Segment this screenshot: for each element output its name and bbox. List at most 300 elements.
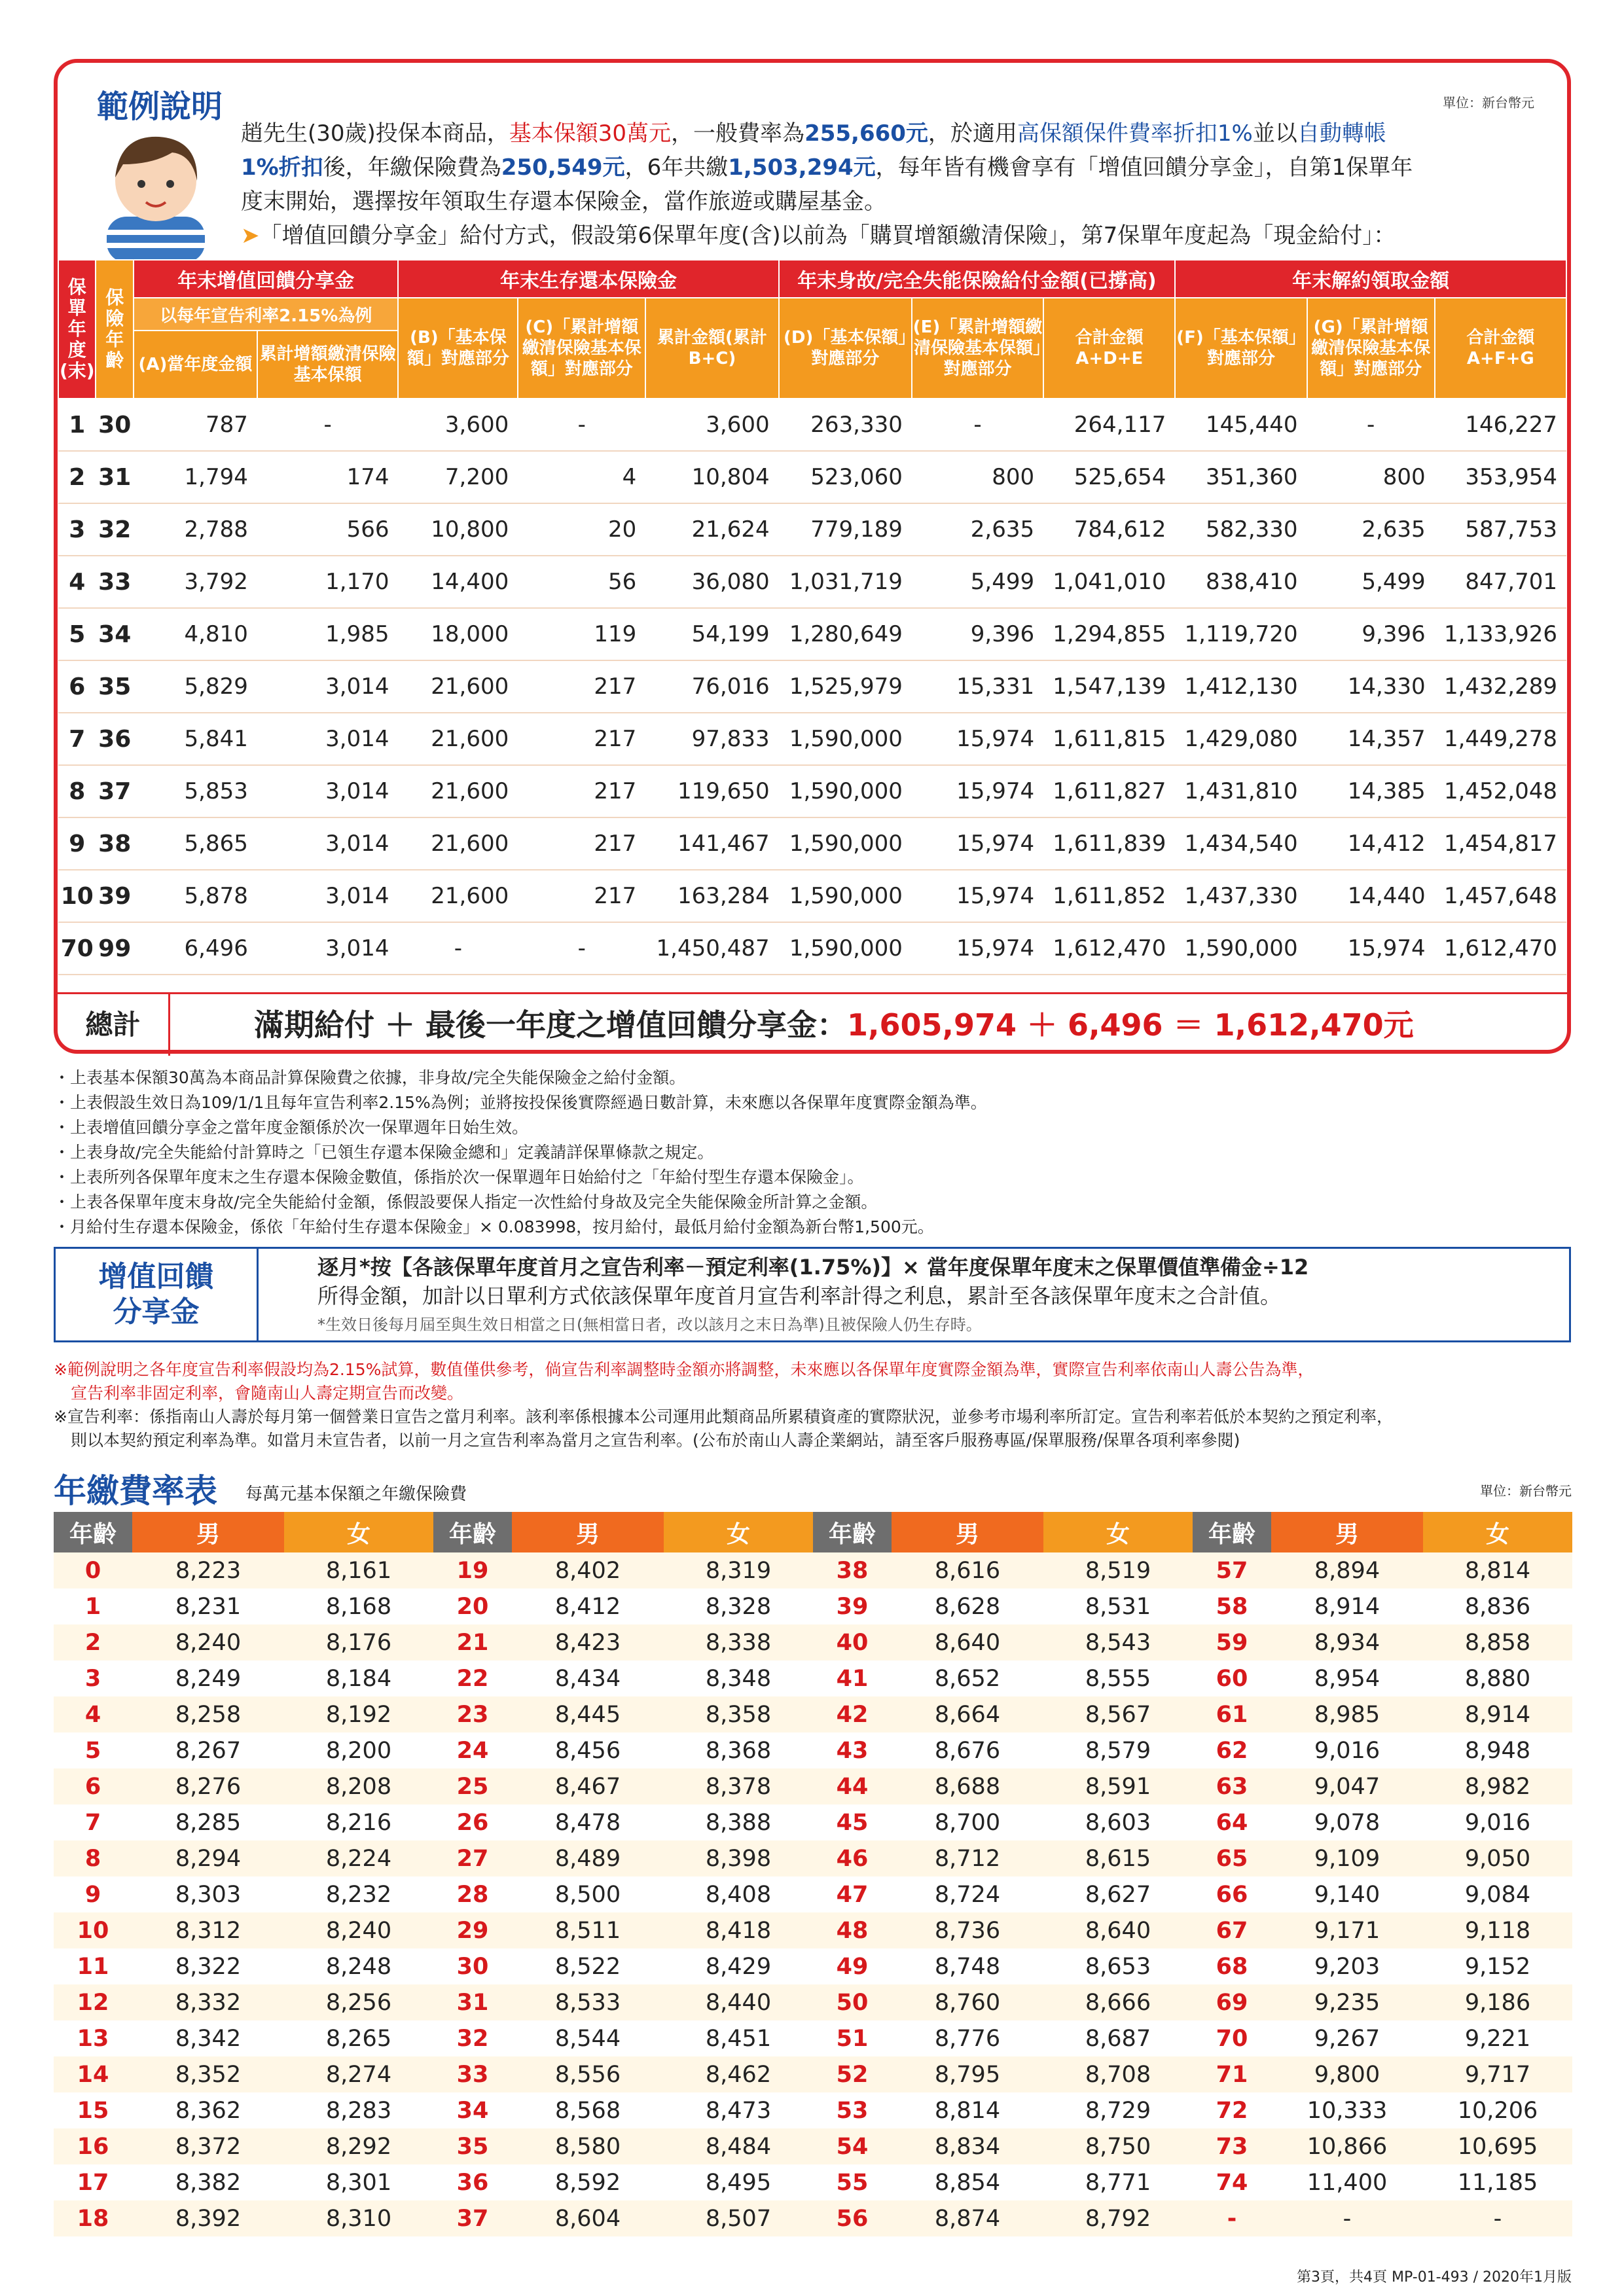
value-cell: 5,841 bbox=[134, 713, 257, 765]
value-cell: 3,014 bbox=[257, 765, 399, 817]
female-rate-cell: 8,708 bbox=[1043, 2056, 1193, 2092]
age-header: 年齡 bbox=[1193, 1512, 1271, 1552]
value-cell: 217 bbox=[518, 660, 645, 713]
notes-list bbox=[54, 1066, 1572, 1240]
value-cell: 1,449,278 bbox=[1435, 713, 1566, 765]
age-cell: 4 bbox=[54, 1696, 132, 1732]
age-cell: 69 bbox=[1193, 1984, 1271, 2020]
age-cell: 45 bbox=[813, 1804, 892, 1840]
value-cell: 7,200 bbox=[398, 451, 518, 503]
total-row bbox=[58, 992, 1567, 1054]
value-cell: 3,014 bbox=[257, 922, 399, 975]
male-rate-cell: 8,467 bbox=[512, 1768, 664, 1804]
age-cell: 2 bbox=[54, 1624, 132, 1660]
male-rate-cell: 8,854 bbox=[892, 2164, 1043, 2200]
age-cell: 39 bbox=[96, 870, 133, 922]
male-rate-cell: 8,894 bbox=[1271, 1552, 1423, 1588]
value-cell: 1,412,130 bbox=[1175, 660, 1307, 713]
age-cell: 61 bbox=[1193, 1696, 1271, 1732]
value-cell: 9,396 bbox=[1307, 608, 1435, 660]
value-cell: 1,985 bbox=[257, 608, 399, 660]
formula-text: 逐月*按【各該保單年度首月之宣告利率－預定利率(1.75%)】× 當年度保單年度末之保單價值準備金÷12 所得金額，加計以日單利方式依該保單年度首月宣告利率計得之利息，累計至各該保單年度末之合計值。 *生效日後每月屆至與生效日相當之日(無相當日者，改以該月之末日為準)且被保險人仍生存時。 bbox=[317, 1255, 1309, 1334]
value-cell: 14,385 bbox=[1307, 765, 1435, 817]
rate-row bbox=[54, 2164, 1572, 2200]
age-cell: 99 bbox=[96, 922, 133, 975]
age-cell: 9 bbox=[54, 1876, 132, 1912]
male-header: 男 bbox=[892, 1512, 1043, 1552]
male-rate-cell: 8,249 bbox=[132, 1660, 284, 1696]
value-cell: 2,788 bbox=[134, 503, 257, 556]
age-cell: 26 bbox=[433, 1804, 512, 1840]
male-rate-cell: 8,736 bbox=[892, 1912, 1043, 1948]
value-cell: - bbox=[912, 399, 1043, 451]
age-cell: 43 bbox=[813, 1732, 892, 1768]
female-rate-cell: 8,256 bbox=[284, 1984, 433, 2020]
table-row bbox=[58, 870, 1566, 922]
value-cell: 14,357 bbox=[1307, 713, 1435, 765]
value-cell: 353,954 bbox=[1435, 451, 1566, 503]
age-cell: 51 bbox=[813, 2020, 892, 2056]
note-item: ・上表基本保額30萬為本商品計算保險費之依據，非身故/完全失能保險金之給付金額。 bbox=[54, 1068, 686, 1087]
age-cell: 36 bbox=[96, 713, 133, 765]
age-cell: 60 bbox=[1193, 1660, 1271, 1696]
value-cell: 21,600 bbox=[398, 765, 518, 817]
example-section bbox=[54, 59, 1571, 1054]
male-rate-cell: 8,231 bbox=[132, 1588, 284, 1624]
rate-table-title: 年繳費率表 bbox=[54, 1472, 217, 1510]
value-cell: 582,330 bbox=[1175, 503, 1307, 556]
rate-row bbox=[54, 1552, 1572, 1588]
rate-row bbox=[54, 2200, 1572, 2236]
male-rate-cell: 9,235 bbox=[1271, 1984, 1423, 2020]
col-BC: 累計金額(累計B+C) bbox=[645, 298, 778, 399]
value-cell: 1,133,926 bbox=[1435, 608, 1566, 660]
female-rate-cell: 8,301 bbox=[284, 2164, 433, 2200]
male-rate-cell: 8,814 bbox=[892, 2092, 1043, 2128]
male-rate-cell: 8,522 bbox=[512, 1948, 664, 1984]
value-cell: 800 bbox=[1307, 451, 1435, 503]
male-rate-cell: 8,511 bbox=[512, 1912, 664, 1948]
remarks: ※範例說明之各年度宣告利率假設均為2.15%試算，數值僅供參考，倘宣告利率調整時金額亦將調整，未來應以各保單年度實際金額為準，實際宣告利率依南山人壽公告為準， 宣告利率非固定利率，會隨南山人壽定期宣告而改變。 ※宣告利率：係指南山人壽於每月第一個營業日宣告之當月利率。該利率係根據本公司運用此類商品所累積資產的實際狀況，並參考市場利率所訂定。宣告利率若低於本契約之預定利率， 則以本契約預定利率為準。如當月未宣告者，以前一月之宣告利率為當月之宣告利率。(公布於南山人壽企業網站，請至客戶服務專區/保單服務/保單各項利率參閱) bbox=[54, 1360, 1393, 1450]
value-cell: 1,280,649 bbox=[779, 608, 912, 660]
rate-row bbox=[54, 2092, 1572, 2128]
value-cell: - bbox=[518, 922, 645, 975]
value-cell: 1,612,470 bbox=[1435, 922, 1566, 975]
col-B: (B)「基本保額」對應部分 bbox=[398, 298, 518, 399]
male-rate-cell: 8,724 bbox=[892, 1876, 1043, 1912]
female-rate-cell: 8,982 bbox=[1423, 1768, 1572, 1804]
male-rate-cell: 8,434 bbox=[512, 1660, 664, 1696]
female-rate-cell: 8,418 bbox=[664, 1912, 813, 1948]
value-cell: 5,829 bbox=[134, 660, 257, 713]
value-cell: 1,612,470 bbox=[1043, 922, 1175, 975]
unit-label: 單位：新台幣元 bbox=[1443, 95, 1534, 111]
female-rate-cell: 8,495 bbox=[664, 2164, 813, 2200]
age-cell: 38 bbox=[96, 817, 133, 870]
age-cell: 21 bbox=[433, 1624, 512, 1660]
male-rate-cell: 8,604 bbox=[512, 2200, 664, 2236]
female-rate-cell: 8,232 bbox=[284, 1876, 433, 1912]
value-cell: 5,499 bbox=[1307, 556, 1435, 608]
age-cell: 73 bbox=[1193, 2128, 1271, 2164]
male-rate-cell: 8,914 bbox=[1271, 1588, 1423, 1624]
age-cell: 18 bbox=[54, 2200, 132, 2236]
female-rate-cell: 8,591 bbox=[1043, 1768, 1193, 1804]
female-rate-cell: 9,152 bbox=[1423, 1948, 1572, 1984]
female-rate-cell: 8,348 bbox=[664, 1660, 813, 1696]
female-header: 女 bbox=[664, 1512, 813, 1552]
age-cell: - bbox=[1193, 2200, 1271, 2236]
male-rate-cell: 8,544 bbox=[512, 2020, 664, 2056]
female-rate-cell: 8,640 bbox=[1043, 1912, 1193, 1948]
male-rate-cell: 8,934 bbox=[1271, 1624, 1423, 1660]
male-rate-cell: 8,874 bbox=[892, 2200, 1043, 2236]
female-rate-cell: 8,283 bbox=[284, 2092, 433, 2128]
female-rate-cell: 8,378 bbox=[664, 1768, 813, 1804]
rate-table-subtitle: 每萬元基本保額之年繳保險費 bbox=[245, 1484, 467, 1504]
male-rate-cell: 8,478 bbox=[512, 1804, 664, 1840]
policy-year-cell: 3 bbox=[58, 503, 96, 556]
value-cell: 1,794 bbox=[134, 451, 257, 503]
value-cell: 217 bbox=[518, 713, 645, 765]
female-header: 女 bbox=[1423, 1512, 1572, 1552]
value-cell: 1,432,289 bbox=[1435, 660, 1566, 713]
age-cell: 17 bbox=[54, 2164, 132, 2200]
female-rate-cell: 8,473 bbox=[664, 2092, 813, 2128]
rate-row bbox=[54, 1588, 1572, 1624]
value-cell: 146,227 bbox=[1435, 399, 1566, 451]
female-rate-cell: 8,771 bbox=[1043, 2164, 1193, 2200]
value-cell: 3,014 bbox=[257, 870, 399, 922]
age-cell: 35 bbox=[433, 2128, 512, 2164]
male-rate-cell: 8,372 bbox=[132, 2128, 284, 2164]
female-rate-cell: 8,836 bbox=[1423, 1588, 1572, 1624]
age-cell: 34 bbox=[433, 2092, 512, 2128]
male-rate-cell: 8,628 bbox=[892, 1588, 1043, 1624]
female-rate-cell: 8,687 bbox=[1043, 2020, 1193, 2056]
male-rate-cell: 8,616 bbox=[892, 1552, 1043, 1588]
female-rate-cell: 8,462 bbox=[664, 2056, 813, 2092]
male-rate-cell: 8,954 bbox=[1271, 1660, 1423, 1696]
value-cell: 36,080 bbox=[645, 556, 778, 608]
value-cell: 1,590,000 bbox=[779, 713, 912, 765]
age-cell: 74 bbox=[1193, 2164, 1271, 2200]
value-cell: 1,457,648 bbox=[1435, 870, 1566, 922]
age-header: 年齡 bbox=[433, 1512, 512, 1552]
age-cell: 16 bbox=[54, 2128, 132, 2164]
col-E: (E)「累計增額繳清保險基本保額」對應部分 bbox=[912, 298, 1043, 399]
policy-year-cell: 9 bbox=[58, 817, 96, 870]
policy-year-cell: 5 bbox=[58, 608, 96, 660]
age-cell: 37 bbox=[433, 2200, 512, 2236]
male-rate-cell: 8,382 bbox=[132, 2164, 284, 2200]
value-cell: 21,600 bbox=[398, 713, 518, 765]
female-rate-cell: 9,050 bbox=[1423, 1840, 1572, 1876]
value-cell: 15,974 bbox=[912, 713, 1043, 765]
value-cell: 1,611,839 bbox=[1043, 817, 1175, 870]
male-rate-cell: 8,445 bbox=[512, 1696, 664, 1732]
value-cell: 1,525,979 bbox=[779, 660, 912, 713]
value-cell: 1,434,540 bbox=[1175, 817, 1307, 870]
col-age: 保 險 年 齡 bbox=[96, 260, 133, 399]
female-rate-cell: 10,206 bbox=[1423, 2092, 1572, 2128]
female-rate-cell: 8,274 bbox=[284, 2056, 433, 2092]
male-rate-cell: 9,171 bbox=[1271, 1912, 1423, 1948]
value-cell: 119,650 bbox=[645, 765, 778, 817]
male-rate-cell: 8,392 bbox=[132, 2200, 284, 2236]
age-cell: 52 bbox=[813, 2056, 892, 2092]
female-rate-cell: 8,615 bbox=[1043, 1840, 1193, 1876]
value-cell: 15,974 bbox=[1307, 922, 1435, 975]
age-cell: 11 bbox=[54, 1948, 132, 1984]
value-cell: 18,000 bbox=[398, 608, 518, 660]
age-cell: 44 bbox=[813, 1768, 892, 1804]
value-cell: 119 bbox=[518, 608, 645, 660]
female-rate-cell: 8,543 bbox=[1043, 1624, 1193, 1660]
age-cell: 13 bbox=[54, 2020, 132, 2056]
female-rate-cell: 8,880 bbox=[1423, 1660, 1572, 1696]
col-A2: 累計增額繳清保險基本保額 bbox=[257, 331, 399, 399]
total-label: 總計 bbox=[58, 994, 170, 1056]
value-cell: 15,331 bbox=[912, 660, 1043, 713]
female-rate-cell: 8,914 bbox=[1423, 1696, 1572, 1732]
page-footer: 第3頁，共4頁 MP-01-493 / 2020年1月版 bbox=[1297, 2269, 1572, 2286]
total-text: 滿期給付 ＋ 最後一年度之增值回饋分享金：1,605,974 ＋ 6,496 ＝ 1,612,470元 bbox=[254, 1007, 1414, 1043]
group-survival: 年末生存還本保險金 bbox=[398, 260, 778, 298]
male-rate-cell: 8,312 bbox=[132, 1912, 284, 1948]
premium-rate-table bbox=[54, 1512, 1572, 2236]
female-rate-cell: 9,717 bbox=[1423, 2056, 1572, 2092]
age-cell: 46 bbox=[813, 1840, 892, 1876]
table-row bbox=[58, 660, 1566, 713]
female-rate-cell: 9,016 bbox=[1423, 1804, 1572, 1840]
value-cell: 5,853 bbox=[134, 765, 257, 817]
age-cell: 42 bbox=[813, 1696, 892, 1732]
male-rate-cell: 8,776 bbox=[892, 2020, 1043, 2056]
example-title: 範例說明 bbox=[97, 88, 223, 125]
value-cell: 1,454,817 bbox=[1435, 817, 1566, 870]
value-cell: 1,611,852 bbox=[1043, 870, 1175, 922]
value-cell: 3,014 bbox=[257, 817, 399, 870]
age-cell: 7 bbox=[54, 1804, 132, 1840]
table-row bbox=[58, 922, 1566, 975]
age-cell: 36 bbox=[433, 2164, 512, 2200]
age-cell: 19 bbox=[433, 1552, 512, 1588]
policy-year-cell: 6 bbox=[58, 660, 96, 713]
value-cell: 15,974 bbox=[912, 817, 1043, 870]
age-cell: 63 bbox=[1193, 1768, 1271, 1804]
rate-row bbox=[54, 1876, 1572, 1912]
female-rate-cell: 8,176 bbox=[284, 1624, 433, 1660]
value-cell: 97,833 bbox=[645, 713, 778, 765]
age-header: 年齡 bbox=[813, 1512, 892, 1552]
age-cell: 57 bbox=[1193, 1552, 1271, 1588]
policy-year-cell: 2 bbox=[58, 451, 96, 503]
policy-year-cell: 8 bbox=[58, 765, 96, 817]
age-cell: 23 bbox=[433, 1696, 512, 1732]
note-item: ・上表各保單年度末身故/完全失能給付金額，係假設要保人指定一次性給付身故及完全失能保險金所計算之金額。 bbox=[54, 1193, 878, 1211]
table-row bbox=[58, 713, 1566, 765]
male-rate-cell: 8,985 bbox=[1271, 1696, 1423, 1732]
value-cell: 1,590,000 bbox=[779, 817, 912, 870]
value-cell: 1,041,010 bbox=[1043, 556, 1175, 608]
male-rate-cell: 8,533 bbox=[512, 1984, 664, 2020]
policy-year-cell: 4 bbox=[58, 556, 96, 608]
table-row bbox=[58, 451, 1566, 503]
age-cell: 10 bbox=[54, 1912, 132, 1948]
male-rate-cell: 9,047 bbox=[1271, 1768, 1423, 1804]
col-G: (G)「累計增額繳清保險基本保額」對應部分 bbox=[1307, 298, 1435, 399]
female-rate-cell: 8,200 bbox=[284, 1732, 433, 1768]
age-cell: 31 bbox=[96, 451, 133, 503]
col-F: (F)「基本保額」對應部分 bbox=[1175, 298, 1307, 399]
value-cell: 54,199 bbox=[645, 608, 778, 660]
age-cell: 66 bbox=[1193, 1876, 1271, 1912]
value-cell: 1,611,815 bbox=[1043, 713, 1175, 765]
rate-row bbox=[54, 1696, 1572, 1732]
male-rate-cell: 8,332 bbox=[132, 1984, 284, 2020]
female-rate-cell: 8,858 bbox=[1423, 1624, 1572, 1660]
female-rate-cell: 8,579 bbox=[1043, 1732, 1193, 1768]
male-rate-cell: 8,456 bbox=[512, 1732, 664, 1768]
age-cell: 54 bbox=[813, 2128, 892, 2164]
avatar-illustration bbox=[94, 118, 218, 262]
value-cell: 847,701 bbox=[1435, 556, 1566, 608]
male-rate-cell: 8,223 bbox=[132, 1552, 284, 1588]
male-rate-cell: 8,303 bbox=[132, 1876, 284, 1912]
female-rate-cell: 9,221 bbox=[1423, 2020, 1572, 2056]
rate-row bbox=[54, 1804, 1572, 1840]
table-row bbox=[58, 608, 1566, 660]
male-rate-cell: 8,748 bbox=[892, 1948, 1043, 1984]
table-row bbox=[58, 765, 1566, 817]
value-cell: - bbox=[518, 399, 645, 451]
value-cell: 14,400 bbox=[398, 556, 518, 608]
value-cell: 56 bbox=[518, 556, 645, 608]
value-cell: 4 bbox=[518, 451, 645, 503]
age-cell: 47 bbox=[813, 1876, 892, 1912]
value-cell: 3,792 bbox=[134, 556, 257, 608]
value-cell: 1,431,810 bbox=[1175, 765, 1307, 817]
value-cell: 14,412 bbox=[1307, 817, 1435, 870]
value-cell: 2,635 bbox=[912, 503, 1043, 556]
male-rate-cell: 8,294 bbox=[132, 1840, 284, 1876]
value-cell: 1,119,720 bbox=[1175, 608, 1307, 660]
female-rate-cell: 8,429 bbox=[664, 1948, 813, 1984]
male-rate-cell: 8,664 bbox=[892, 1696, 1043, 1732]
note-item: ・上表增值回饋分享金之當年度金額係於次一保單週年日始生效。 bbox=[54, 1118, 529, 1137]
female-rate-cell: 8,398 bbox=[664, 1840, 813, 1876]
value-cell: 779,189 bbox=[779, 503, 912, 556]
female-rate-cell: 10,695 bbox=[1423, 2128, 1572, 2164]
male-rate-cell: 8,652 bbox=[892, 1660, 1043, 1696]
policy-year-cell: 10 bbox=[58, 870, 96, 922]
female-rate-cell: 8,627 bbox=[1043, 1876, 1193, 1912]
male-rate-cell: 8,580 bbox=[512, 2128, 664, 2164]
value-cell: 6,496 bbox=[134, 922, 257, 975]
value-cell: 1,590,000 bbox=[779, 922, 912, 975]
female-rate-cell: 8,388 bbox=[664, 1804, 813, 1840]
male-header: 男 bbox=[1271, 1512, 1423, 1552]
female-rate-cell: 8,192 bbox=[284, 1696, 433, 1732]
table-row bbox=[58, 503, 1566, 556]
male-rate-cell: 8,795 bbox=[892, 2056, 1043, 2092]
policy-year-cell: 70 bbox=[58, 922, 96, 975]
female-rate-cell: 8,440 bbox=[664, 1984, 813, 2020]
rate-unit-label: 單位：新台幣元 bbox=[1480, 1483, 1572, 1499]
male-rate-cell: 8,500 bbox=[512, 1876, 664, 1912]
age-cell: 28 bbox=[433, 1876, 512, 1912]
table-row bbox=[58, 556, 1566, 608]
female-rate-cell: 9,118 bbox=[1423, 1912, 1572, 1948]
value-cell: 15,974 bbox=[912, 870, 1043, 922]
rate-row bbox=[54, 1732, 1572, 1768]
age-cell: 50 bbox=[813, 1984, 892, 2020]
value-cell: 3,014 bbox=[257, 713, 399, 765]
age-cell: 37 bbox=[96, 765, 133, 817]
value-cell: 14,330 bbox=[1307, 660, 1435, 713]
age-cell: 32 bbox=[96, 503, 133, 556]
value-cell: - bbox=[398, 922, 518, 975]
age-cell: 8 bbox=[54, 1840, 132, 1876]
female-rate-cell: 8,507 bbox=[664, 2200, 813, 2236]
male-rate-cell: 9,267 bbox=[1271, 2020, 1423, 2056]
male-header: 男 bbox=[512, 1512, 664, 1552]
male-rate-cell: 8,258 bbox=[132, 1696, 284, 1732]
age-cell: 62 bbox=[1193, 1732, 1271, 1768]
value-cell: 141,467 bbox=[645, 817, 778, 870]
female-rate-cell: 8,338 bbox=[664, 1624, 813, 1660]
female-rate-cell: 8,519 bbox=[1043, 1552, 1193, 1588]
value-cell: 1,031,719 bbox=[779, 556, 912, 608]
female-rate-cell: 8,161 bbox=[284, 1552, 433, 1588]
age-cell: 6 bbox=[54, 1768, 132, 1804]
group-surrender: 年末解約領取金額 bbox=[1175, 260, 1566, 298]
policy-year-cell: 7 bbox=[58, 713, 96, 765]
value-cell: 800 bbox=[912, 451, 1043, 503]
value-cell: 10,804 bbox=[645, 451, 778, 503]
value-cell: 264,117 bbox=[1043, 399, 1175, 451]
age-cell: 14 bbox=[54, 2056, 132, 2092]
value-cell: 4,810 bbox=[134, 608, 257, 660]
value-cell: 76,016 bbox=[645, 660, 778, 713]
age-cell: 30 bbox=[433, 1948, 512, 1984]
male-rate-cell: 8,700 bbox=[892, 1804, 1043, 1840]
female-rate-cell: 8,208 bbox=[284, 1768, 433, 1804]
female-rate-cell: 8,603 bbox=[1043, 1804, 1193, 1840]
female-rate-cell: 8,328 bbox=[664, 1588, 813, 1624]
value-cell: 1,450,487 bbox=[645, 922, 778, 975]
value-cell: 217 bbox=[518, 817, 645, 870]
female-rate-cell: 8,814 bbox=[1423, 1552, 1572, 1588]
age-cell: 30 bbox=[96, 399, 133, 451]
female-rate-cell: 8,948 bbox=[1423, 1732, 1572, 1768]
female-rate-cell: 8,240 bbox=[284, 1912, 433, 1948]
female-rate-cell: 8,729 bbox=[1043, 2092, 1193, 2128]
value-cell: 15,974 bbox=[912, 922, 1043, 975]
rate-row bbox=[54, 1660, 1572, 1696]
female-rate-cell: 8,555 bbox=[1043, 1660, 1193, 1696]
value-cell: 21,624 bbox=[645, 503, 778, 556]
age-cell: 5 bbox=[54, 1732, 132, 1768]
age-cell: 20 bbox=[433, 1588, 512, 1624]
male-rate-cell: 8,342 bbox=[132, 2020, 284, 2056]
value-cell: 1,590,000 bbox=[779, 870, 912, 922]
female-rate-cell: 8,168 bbox=[284, 1588, 433, 1624]
rate-row bbox=[54, 2056, 1572, 2092]
age-cell: 41 bbox=[813, 1660, 892, 1696]
male-rate-cell: 10,333 bbox=[1271, 2092, 1423, 2128]
